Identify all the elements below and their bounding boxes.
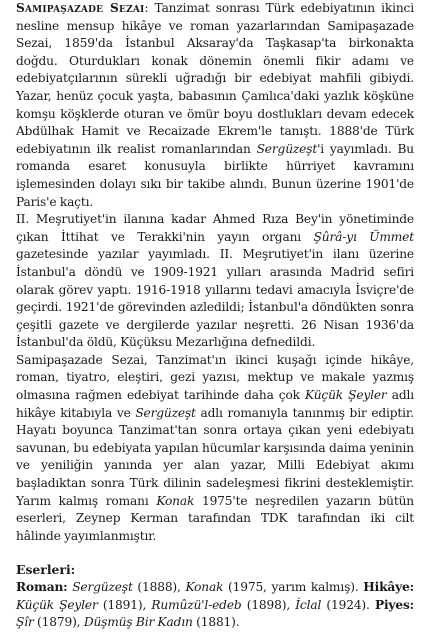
newspaper-title: Şûrâ-yı Ümmet [313, 229, 414, 244]
work-title-konak: Konak [156, 493, 195, 508]
work-title-serguzest: Sergüzeşt [256, 141, 318, 156]
work-dusmus-bir-kadin: Düşmüş Bir Kadın [83, 615, 193, 630]
genre-label-piyes: Piyes: [374, 597, 415, 612]
bio-paragraph-2 [16, 211, 414, 352]
work-kucuk-seyler-year: (1891), [97, 597, 152, 612]
bio-p1-text: : Tanzimat sonrası Türk edebiyatının ikinci nesline mensup hikâye ve roman yazarlarından Samipaşazade Sezai, 1859'da İstanbul Aksaray'da Taşkasap'ta birkonakta doğdu. Oturdukları konak dönemin önemli fikir adamı ve edebiyatçılarının sürekli uğradığı bir edebiyat mahfili gibiydi. Yazar, henüz çocuk yaşta, babasının Çamlıca'daki yazlık köşküne komşu köşklerde oturan ve ömür boyu dostlukları devam edecek Abdülhak Hamit ve Recaizade Ekrem'le tanıştı. 1888'de Türk edebiyatının ilk realist romanlarından [16, 1, 414, 156]
work-title-serguzest-2: Sergüzeşt [135, 405, 196, 420]
bio-p2-end: gazetesinde yazılar yayımladı. II. Meşrutiyet'in ilanı üzerine İstanbul'a döndü ve 1909-1921 yılları arasında Madrid sefiri olarak görev yaptı. 1916-1918 yıllarını tedavi amacıyla İsviçre'de geçirdi. 1921'de görevinden azledildi; İstanbul'a döndükten sonra çeşitli gazete ve dergilerde yazılar neşretti. 26 Nisan 1936'da İstanbul'da öldü, Küçüksu Mezarlığına defnedildi. [16, 247, 414, 350]
work-kucuk-seyler: Küçük Şeyler [16, 597, 98, 612]
work-rumuzul-edeb-year: (1898), [241, 597, 296, 612]
works-heading: Eserleri: [16, 562, 76, 578]
bio-p3-start: Samipaşazade Sezai, Tanzimat'ın ikinci kuşağı içinde hikâye, roman, tiyatro, eleştiri, gezi yazısı, mektup ve makale yazmış olmasına rağmen edebiyat tarihinde daha çok [16, 352, 414, 403]
work-sir: Şîr [16, 615, 34, 630]
works-list [16, 579, 414, 632]
work-konak-year: (1975, yarım kalmış). [223, 580, 364, 594]
work-rumuzul-edeb: Rumûzü'l-edeb [151, 597, 242, 612]
document-page [16, 0, 414, 632]
work-konak: Konak [185, 580, 224, 594]
bio-p1-end: 'i yayımladı. Bu romanda esaret konusuyla birlikte hürriyet kavramını işlemesinden dolayı sıkı bir takibe alındı. Bunun üzerine 1901'de Paris'e kaçtı. [16, 141, 415, 209]
genre-label-roman: Roman: [16, 580, 68, 594]
bio-p3-end: adlı romanıyla tanınmış bir ediptir. Hayatı boyunca Tanzimat'tan sonra ortaya çıkan yeni edebiyatı savunan, bu edebiyata yapılan hücumlar karşısında daima yeninin ve yeniliğin yanında yer alan yazar, Milli Edebiyat akımı başladıktan sonra Türk dilinin sadeleşmesi fikrini desteklemiştir. Yarım kalmış romanı [16, 405, 414, 508]
work-sir-year: (1879), [33, 615, 84, 630]
work-iclal: İclal [295, 597, 322, 612]
bio-paragraph-3 [16, 352, 414, 546]
bio-p3-mid: adlı hikâye kitabıyla ve [16, 388, 414, 420]
bio-paragraph-1 [16, 0, 414, 211]
work-title-kucuk-seyler: Küçük Şeyler [305, 388, 387, 403]
genre-label-hikaye: Hikâye: [363, 580, 414, 594]
work-iclal-year: (1924). [321, 597, 375, 612]
work-dusmus-bir-kadin-year: (1881). [192, 615, 240, 630]
bio-p2-start: II. Meşrutiyet'in ilanına kadar Ahmed Rıza Bey'in yönetiminde çıkan İttihat ve Terakki'nin yayın organı [16, 212, 414, 244]
work-serguzest-year: (1888), [132, 580, 186, 594]
work-serguzest: Sergüzeşt [72, 580, 133, 594]
bio-p3-end2: 1975'te neşredilen yazarın bütün eserleri, Zeynep Kerman tarafından TDK tarafından iki cilt hâlinde yayımlanmıştır. [16, 493, 415, 543]
author-name-lead: Samipaşazade Sezai [16, 1, 145, 15]
